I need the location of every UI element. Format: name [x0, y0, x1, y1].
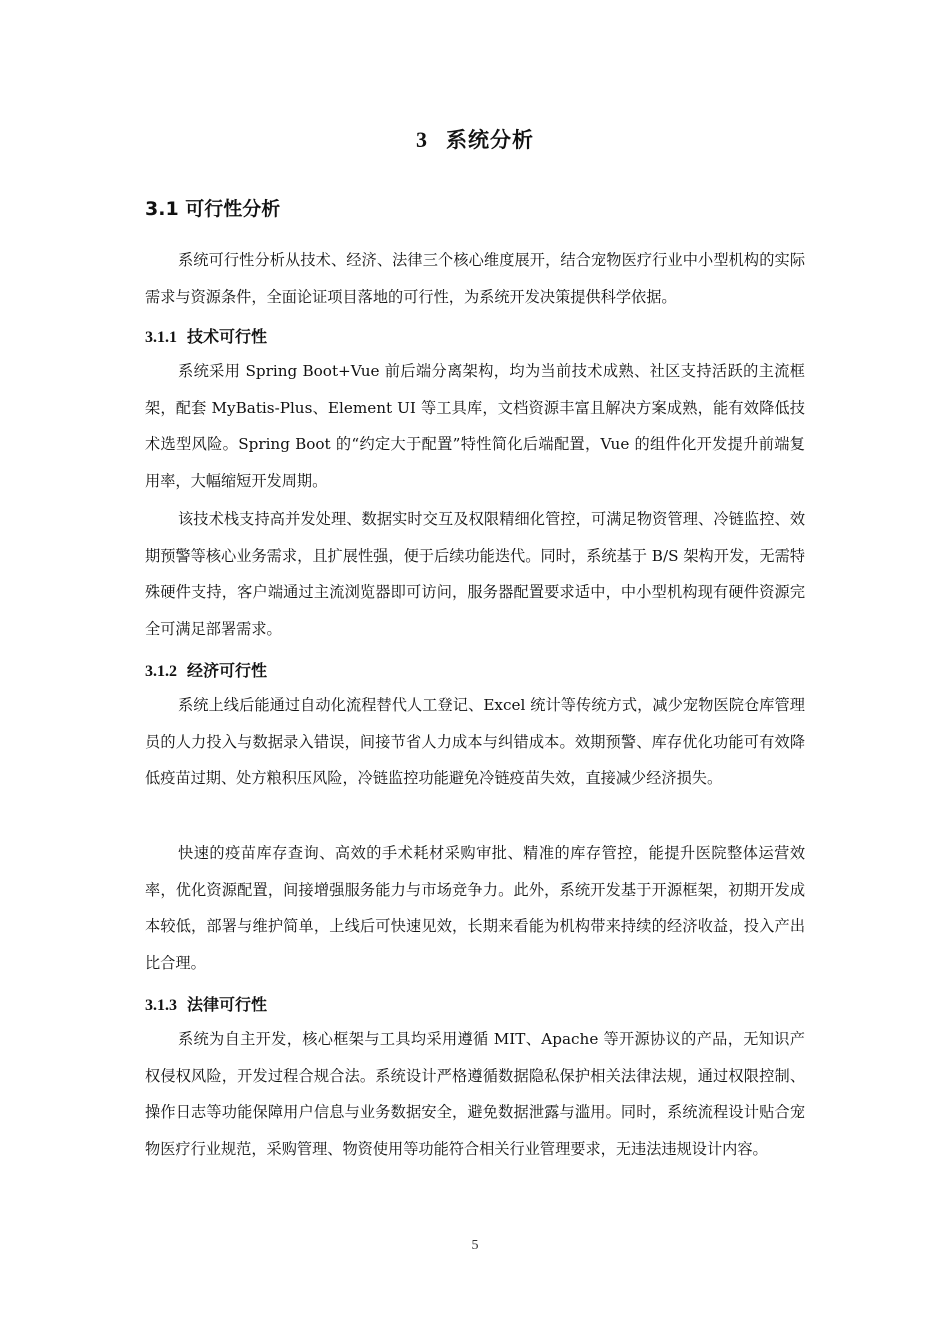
legal-paragraph-1: 系统为自主开发，核心框架与工具均采用遵循 MIT、Apache 等开源协议的产品，无知识产权侵权风险，开发过程合规合法。系统设计严格遵循数据隐私保护相关法律法规，通过权限控制、操作日志等功能保障用户信息与业务数据安全，避免数据泄露与滥用。同时，系统流程设计贴合宠物医疗行业规范，采购管理、物资使用等功能符合相关行业管理要求，无违法违规设计内容。 — [145, 1030, 805, 1158]
subsection-number: 3.1.1 — [145, 329, 177, 346]
subsection-title: 经济可行性 — [187, 661, 268, 680]
technical-paragraph-2: 该技术栈支持高并发处理、数据实时交互及权限精细化管控，可满足物资管理、冷链监控、效期预警等核心业务需求，且扩展性强，便于后续功能迭代。同时，系统基于 B/S 架构开发，无需特殊硬件支持，客户端通过主流浏览器即可访问，服务器配置要求适中，中小型机构现有硬件资源完全可满足部署需求。 — [145, 510, 805, 638]
subsection-heading-legal — [145, 992, 267, 1015]
chapter-number: 3 — [416, 127, 428, 152]
economic-paragraph-1: 系统上线后能通过自动化流程替代人工登记、Excel 统计等传统方式，减少宠物医院仓库管理员的人力投入与数据录入错误，间接节省人力成本与纠错成本。效期预警、库存优化功能可有效降低疫苗过期、处方粮积压风险，冷链监控功能避免冷链疫苗失效，直接减少经济损失。 — [145, 696, 805, 787]
technical-paragraph-1: 系统采用 Spring Boot+Vue 前后端分离架构，均为当前技术成熟、社区支持活跃的主流框架，配套 MyBatis-Plus、Element UI 等工具库，文档资源丰富且解决方案成熟，能有效降低技术选型风险。Spring Boot 的“约定大于配置”特性简化后端配置，Vue 的组件化开发提升前端复用率，大幅缩短开发周期。 — [145, 362, 805, 490]
section-heading: 3.1 可行性分析 — [145, 198, 281, 220]
section-intro-paragraph: 系统可行性分析从技术、经济、法律三个核心维度展开，结合宠物医疗行业中小型机构的实际需求与资源条件，全面论证项目落地的可行性，为系统开发决策提供科学依据。 — [145, 251, 805, 306]
economic-paragraph-2: 快速的疫苗库存查询、高效的手术耗材采购审批、精准的库存管控，能提升医院整体运营效率，优化资源配置，间接增强服务能力与市场竞争力。此外，系统开发基于开源框架，初期开发成本较低，部署与维护简单，上线后可快速见效，长期来看能为机构带来持续的经济收益，投入产出比合理。 — [145, 844, 805, 972]
chapter-title-text: 系统分析 — [446, 128, 534, 152]
subsection-heading-economic — [145, 658, 267, 681]
subsection-heading-technical — [145, 324, 267, 347]
subsection-title: 法律可行性 — [187, 995, 268, 1014]
subsection-number: 3.1.2 — [145, 663, 177, 680]
page-number: 5 — [471, 1238, 479, 1253]
subsection-title: 技术可行性 — [187, 327, 268, 346]
chapter-title — [0, 124, 950, 154]
subsection-number: 3.1.3 — [145, 997, 177, 1014]
